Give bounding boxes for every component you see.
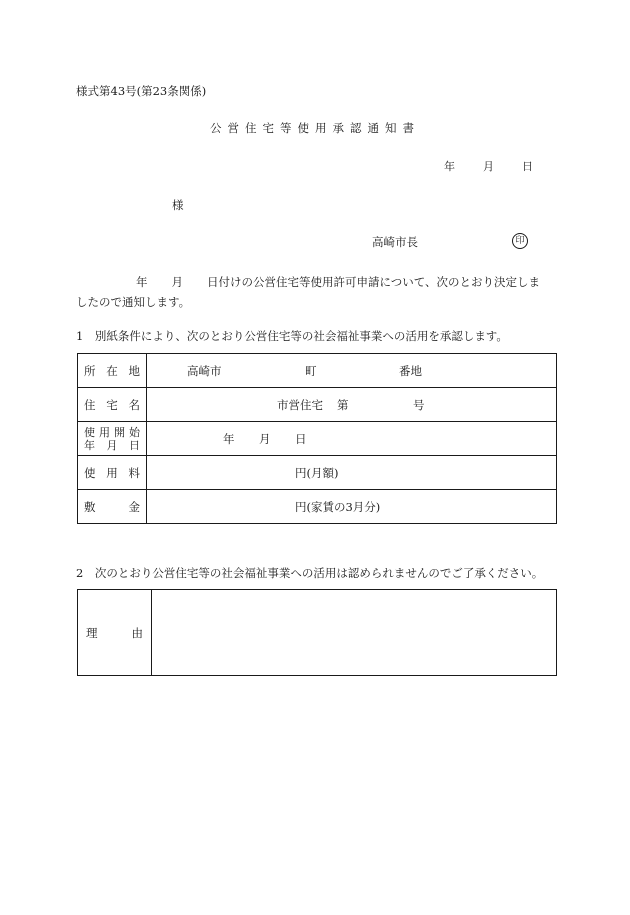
label-reason: 理 由 — [78, 590, 152, 676]
row-start — [78, 422, 557, 456]
house-text: 市営住宅 — [277, 397, 323, 412]
start-day: 日 — [295, 431, 307, 446]
label-fee: 使 用 料 — [78, 456, 147, 490]
body-line1: 日付けの公営住宅等使用許可申請について、次のとおり決定しま — [207, 275, 541, 289]
body-paragraph — [76, 272, 556, 312]
date-year: 年 — [444, 160, 455, 173]
reason-table — [77, 589, 557, 676]
start-month: 月 — [259, 431, 271, 446]
label-start: 使 用 開 始 年 月 日 — [78, 422, 147, 456]
body-month: 月 — [171, 275, 183, 289]
value-reason — [152, 590, 557, 676]
form-number: 様式第43号(第23条関係) — [76, 84, 207, 98]
date-day: 日 — [522, 160, 533, 173]
row-location — [78, 354, 557, 388]
location-city: 高崎市 — [187, 363, 222, 378]
value-start — [147, 422, 557, 456]
value-house — [147, 388, 557, 422]
date-line — [444, 161, 533, 172]
house-go: 号 — [413, 397, 425, 412]
section2-text: 2 次のとおり公営住宅等の社会福祉事業への活用は認められませんのでご了承ください。 — [76, 566, 544, 580]
label-deposit: 敷 金 — [78, 490, 147, 524]
label-house: 住 宅 名 — [78, 388, 147, 422]
row-house — [78, 388, 557, 422]
house-no: 第 — [337, 397, 349, 412]
section1-text: 1 別紙条件により、次のとおり公営住宅等の社会福祉事業への活用を承認します。 — [76, 329, 508, 343]
start-year: 年 — [223, 431, 235, 446]
row-reason — [78, 590, 557, 676]
body-year: 年 — [136, 275, 148, 289]
label-location: 所 在 地 — [78, 354, 147, 388]
body-line2: したので通知します。 — [76, 295, 191, 309]
approval-table — [77, 353, 557, 524]
issuer-name: 高崎市長 — [372, 235, 418, 249]
deposit-text: 円(家賃の3月分) — [295, 499, 381, 514]
row-deposit — [78, 490, 557, 524]
location-lot: 番地 — [399, 363, 422, 378]
value-location — [147, 354, 557, 388]
value-deposit — [147, 490, 557, 524]
seal-mark: 印 — [512, 233, 528, 249]
value-fee — [147, 456, 557, 490]
addressee-suffix: 様 — [172, 198, 184, 212]
date-month: 月 — [483, 160, 494, 173]
row-fee — [78, 456, 557, 490]
fee-text: 円(月額) — [295, 465, 339, 480]
document-title: 公営住宅等使用承認通知書 — [210, 121, 420, 135]
location-town: 町 — [305, 363, 317, 378]
